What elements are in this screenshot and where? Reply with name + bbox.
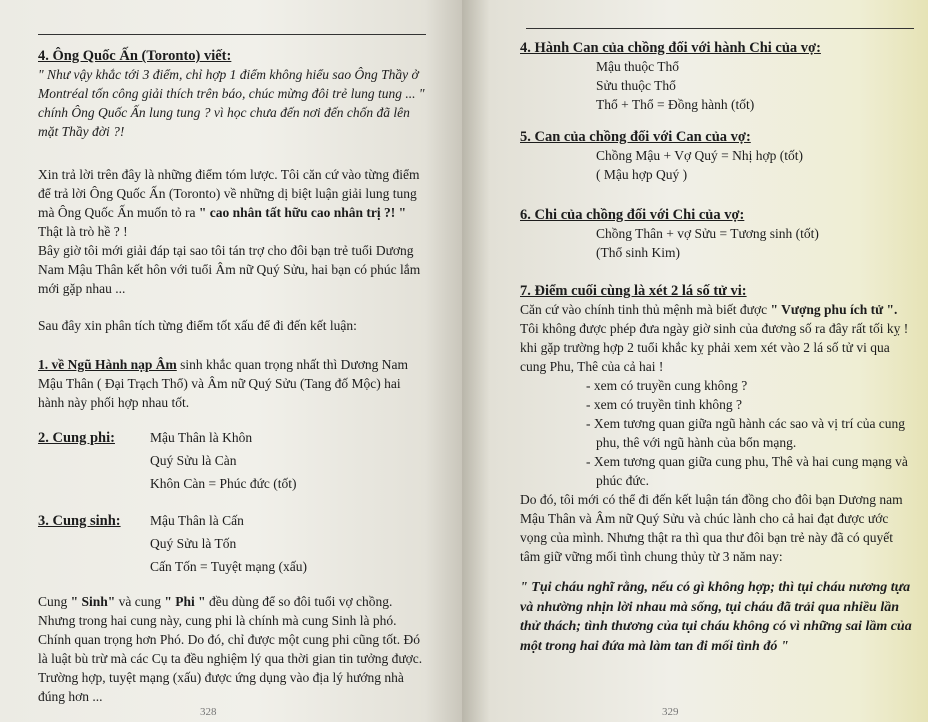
section-7-paragraph (520, 300, 914, 376)
list-item: - Xem tương quan giữa ngũ hành các sao và vị trí của cung phu, thê với ngũ hành của bổn mạng. (586, 416, 906, 450)
list-item: - Xem tương quan giữa cung phu, Thê và hai cung mạng và phúc đức. (586, 454, 908, 488)
cung-sinh-line: Quý Sửu là Tốn (150, 536, 237, 551)
section-5-line: Chồng Mậu + Vợ Quý = Nhị hợp (tốt) (596, 148, 804, 163)
section-5-lines (520, 146, 914, 184)
section-3-heading: 3. Cung sinh: (38, 513, 121, 529)
final-bold-sinh: " Sinh" (70, 594, 116, 609)
reply-paragraph (38, 165, 430, 241)
section-1 (38, 355, 430, 412)
cung-phi-line: Khôn Càn = Phúc đức (tốt) (150, 476, 297, 491)
section-2 (38, 426, 430, 495)
final-text: Cung (38, 594, 68, 609)
section-5-line: ( Mậu hợp Quý ) (596, 167, 688, 182)
top-rule (526, 28, 914, 29)
section-7-text: Tôi không được phép đưa ngày giờ sinh của đương số ra đây rất tối kỵ ! khi gặp trường hợp 2 tuổi khắc kỵ phải xem xét vào 2 lá số tử vi qua cung Phu, Thê của cả hai ! (520, 321, 909, 374)
section-1-heading: 1. về Ngũ Hành nạp Âm (38, 357, 177, 372)
reply-bold-phrase: " cao nhân tất hữu cao nhân trị ?! " (198, 205, 407, 220)
final-text: và cung (118, 594, 162, 609)
list-item: - xem có truyền tinh không ? (586, 397, 742, 412)
cung-sinh-line: Cấn Tốn = Tuyệt mạng (xấu) (150, 559, 307, 574)
section-6-line: (Thổ sinh Kim) (596, 245, 680, 260)
left-page (0, 0, 462, 722)
right-page (462, 0, 928, 722)
section-4-line: Mậu thuộc Thổ (596, 59, 679, 74)
final-bold-phi: " Phi " (164, 594, 206, 609)
cung-phi-line: Mậu Thân là Khôn (150, 430, 253, 445)
analysis-intro: Sau đây xin phân tích từng điểm tốt xấu để đi đến kết luận: (38, 318, 357, 333)
section-4-lines (520, 57, 914, 114)
section-4-heading: 4. Ông Quốc Ấn (Toronto) viết: (38, 48, 232, 64)
section-7-text: Căn cứ vào chính tinh thủ mệnh mà biết được (520, 302, 768, 317)
reply-text: Xin trả lời trên đây là những điểm tóm lược. Tôi căn cứ vào từng điểm để trả lời Ông Quốc Ấn (Toronto) về những dị biệt luận giải lung tung mà Ông Quốc Ấn muốn tỏ ra (38, 167, 420, 220)
couple-quote: " Tụi cháu nghĩ rằng, nếu có gì không hợp; thì tụi cháu nương tựa và nhường nhịn lời nhau mà sống, tụi cháu đã trải qua nhiều lần thử thách; tình thương của tụi cháu không có vì những sai lầm của một trong hai đứa mà làm tan đi mối tình đó " (520, 580, 912, 654)
list-item: - xem có truyền cung không ? (586, 378, 748, 393)
final-paragraph (38, 592, 430, 706)
section-4-line: Sửu thuộc Thổ (596, 78, 676, 93)
section-4-heading: 4. Hành Can của chồng đối với hành Chi của vợ: (520, 40, 821, 56)
top-rule (38, 34, 426, 35)
section-7-heading: 7. Điểm cuối cùng là xét 2 lá số tử vi: (520, 283, 747, 299)
section-3 (38, 509, 430, 578)
quoted-letter: " Như vậy khắc tới 3 điểm, chỉ hợp 1 điểm không hiểu sao Ông Thầy ở Montréal tốn công giải thích trên báo, chúc mừng đôi trẻ lung tung ... " chính Ông Quốc Ấn lung tung ? vì học chưa đến nơi đến chốn đã lên mặt Thầy đời ?! (38, 67, 425, 139)
final-text: đều dùng để so đôi tuổi vợ chồng. Nhưng trong hai cung này, cung phi là chính mà cung Sinh là phó. Chính quan trọng hơn Phó. Do đó, chỉ được một cung phi cũng tốt. Đó là luật bù trừ mà các Cụ ta đều nghiệm lý qua thời gian tin tưởng được. Trường hợp, tuyệt mạng (xấu) được ứng dụng vào địa lý hướng nhà đúng hơn ... (38, 594, 423, 704)
checklist (520, 376, 914, 490)
page-number: 329 (662, 706, 679, 718)
reply-text-2: Thật là trò hề ? ! (38, 224, 128, 239)
cung-phi-line: Quý Sửu là Càn (150, 453, 237, 468)
section-1-text: sinh khắc quan trọng nhất thì Dương Nam Mậu Thân ( Đại Trạch Thổ) và Âm nữ Quý Sửu (Tang đố Mộc) hai hành này phối hợp nhau tốt. (38, 357, 408, 410)
page-number: 328 (200, 706, 217, 718)
cung-sinh-line: Mậu Thân là Cấn (150, 513, 244, 528)
section-6-lines (520, 224, 914, 262)
section-7-bold: " Vượng phu ích tử ". (770, 302, 898, 317)
section-6-heading: 6. Chi của chồng đối với Chi của vợ: (520, 207, 745, 223)
section-2-heading: 2. Cung phi: (38, 430, 115, 446)
section-6-line: Chồng Thân + vợ Sửu = Tương sinh (tốt) (596, 226, 819, 241)
conclusion-paragraph: Do đó, tôi mới có thể đi đến kết luận tán đồng cho đôi bạn Dương nam Mậu Thân và Âm nữ Quý Sửu và chúc lành cho cả hai đạt được ước vọng của mình. Nhưng thật ra thì qua thư đôi bạn trẻ này đã có quyết tâm giữ vững mối tình chung thủy từ 3 năm nay: (520, 492, 903, 564)
section-4-line: Thổ + Thổ = Đồng hành (tốt) (596, 97, 755, 112)
explanation-paragraph: Bây giờ tôi mới giải đáp tại sao tôi tán trợ cho đôi bạn trẻ tuổi Dương Nam Mậu Thân kết hôn với tuổi Âm nữ Quý Sửu, hai bạn có phúc lắm mới gặp nhau ... (38, 243, 421, 296)
section-5-heading: 5. Can của chồng đối với Can của vợ: (520, 129, 751, 145)
